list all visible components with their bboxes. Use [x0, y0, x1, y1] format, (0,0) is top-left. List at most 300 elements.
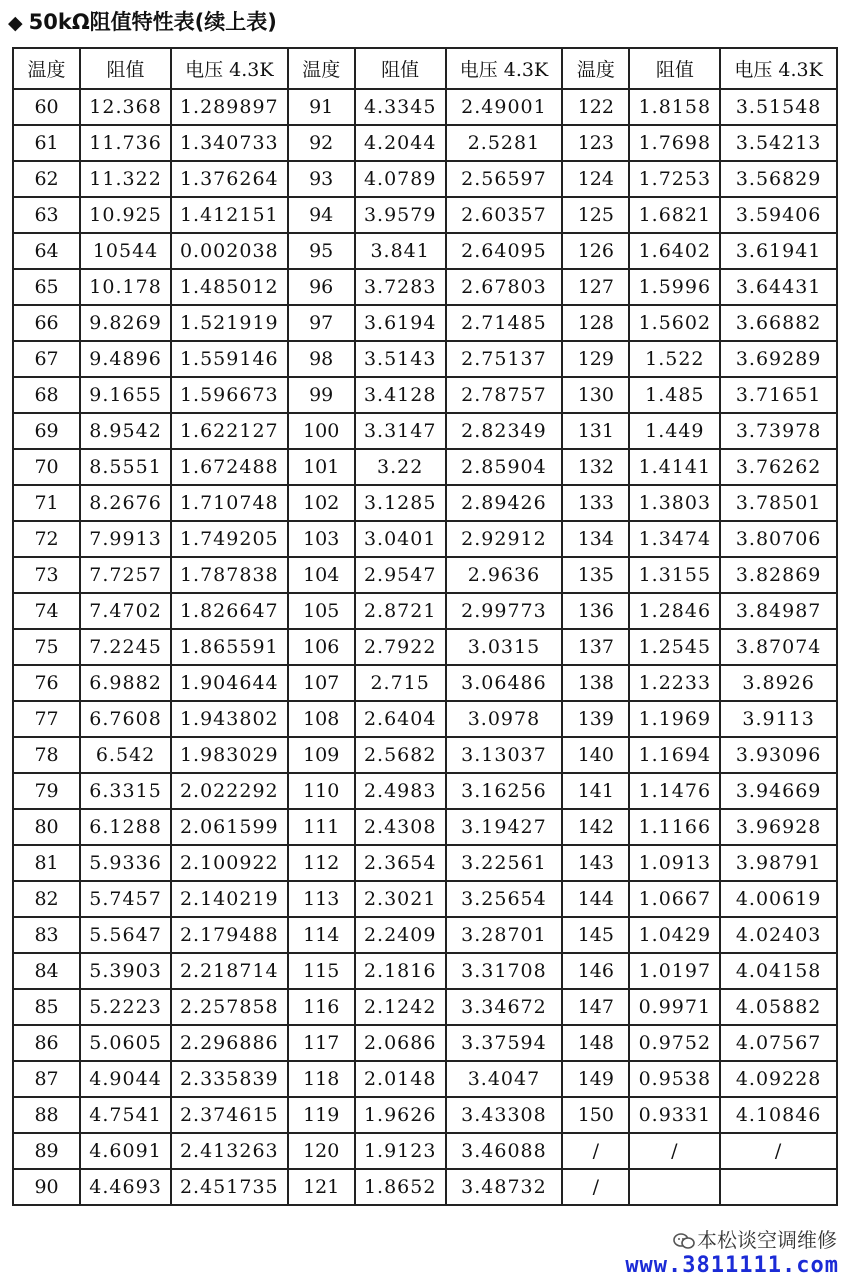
table-cell: 2.75137: [446, 341, 563, 377]
table-row: [13, 269, 837, 305]
column-header: 电压 4.3K: [720, 48, 837, 89]
table-cell: 5.9336: [80, 845, 171, 881]
table-cell: 1.7698: [629, 125, 720, 161]
table-cell: 78: [13, 737, 80, 773]
table-cell: 3.22: [355, 449, 446, 485]
table-cell: 148: [562, 1025, 629, 1061]
table-cell: /: [562, 1133, 629, 1169]
table-cell: 1.2545: [629, 629, 720, 665]
table-row: [13, 701, 837, 737]
table-cell: 3.19427: [446, 809, 563, 845]
table-cell: 3.8926: [720, 665, 837, 701]
table-cell: 2.92912: [446, 521, 563, 557]
table-cell: 1.289897: [171, 89, 288, 125]
table-cell: 8.2676: [80, 485, 171, 521]
table-cell: 84: [13, 953, 80, 989]
diamond-bullet-icon: ◆: [8, 12, 23, 34]
column-header: 阻值: [355, 48, 446, 89]
table-cell: 61: [13, 125, 80, 161]
wechat-icon: [673, 1232, 695, 1250]
table-row: [13, 881, 837, 917]
table-cell: 9.1655: [80, 377, 171, 413]
table-row: [13, 485, 837, 521]
table-cell: 115: [288, 953, 355, 989]
table-cell: 3.84987: [720, 593, 837, 629]
table-cell: 2.2409: [355, 917, 446, 953]
table-cell: 60: [13, 89, 80, 125]
table-cell: 2.4308: [355, 809, 446, 845]
table-cell: 3.78501: [720, 485, 837, 521]
table-row: [13, 1025, 837, 1061]
table-cell: 4.2044: [355, 125, 446, 161]
table-cell: 74: [13, 593, 80, 629]
table-cell: 0.9971: [629, 989, 720, 1025]
column-header: 温度: [288, 48, 355, 89]
table-cell: 3.37594: [446, 1025, 563, 1061]
table-row: [13, 341, 837, 377]
table-cell: 1.340733: [171, 125, 288, 161]
table-cell: 2.061599: [171, 809, 288, 845]
table-cell: 102: [288, 485, 355, 521]
table-cell: 1.622127: [171, 413, 288, 449]
table-cell: 2.296886: [171, 1025, 288, 1061]
table-row: [13, 1061, 837, 1097]
table-cell: 97: [288, 305, 355, 341]
table-cell: 101: [288, 449, 355, 485]
table-cell: 2.1816: [355, 953, 446, 989]
table-cell: 5.3903: [80, 953, 171, 989]
table-cell: 65: [13, 269, 80, 305]
table-cell: /: [720, 1133, 837, 1169]
table-cell: 3.6194: [355, 305, 446, 341]
table-cell: 3.06486: [446, 665, 563, 701]
table-row: [13, 1169, 837, 1205]
table-row: [13, 773, 837, 809]
table-cell: 121: [288, 1169, 355, 1205]
table-cell: 1.749205: [171, 521, 288, 557]
table-row: [13, 737, 837, 773]
table-row: [13, 161, 837, 197]
table-cell: 146: [562, 953, 629, 989]
table-row: [13, 197, 837, 233]
table-cell: 10544: [80, 233, 171, 269]
table-cell: 0.9331: [629, 1097, 720, 1133]
table-cell: 7.7257: [80, 557, 171, 593]
table-cell: 4.00619: [720, 881, 837, 917]
table-cell: 2.218714: [171, 953, 288, 989]
table-cell: 1.485012: [171, 269, 288, 305]
table-cell: 117: [288, 1025, 355, 1061]
table-cell: 111: [288, 809, 355, 845]
table-cell: 2.179488: [171, 917, 288, 953]
table-cell: 2.451735: [171, 1169, 288, 1205]
table-row: [13, 413, 837, 449]
table-cell: 1.1166: [629, 809, 720, 845]
table-cell: 92: [288, 125, 355, 161]
table-cell: 8.9542: [80, 413, 171, 449]
resistance-table: [12, 47, 838, 1206]
table-cell: 6.7608: [80, 701, 171, 737]
table-cell: 4.07567: [720, 1025, 837, 1061]
table-cell: 75: [13, 629, 80, 665]
table-cell: 1.0197: [629, 953, 720, 989]
table-cell: 105: [288, 593, 355, 629]
table-row: [13, 809, 837, 845]
table-cell: 3.16256: [446, 773, 563, 809]
table-cell: 138: [562, 665, 629, 701]
table-cell: 3.4128: [355, 377, 446, 413]
table-cell: 2.0686: [355, 1025, 446, 1061]
table-cell: 3.5143: [355, 341, 446, 377]
table-cell: 1.983029: [171, 737, 288, 773]
table-cell: 6.1288: [80, 809, 171, 845]
table-cell: 8.5551: [80, 449, 171, 485]
table-cell: 3.4047: [446, 1061, 563, 1097]
table-cell: 94: [288, 197, 355, 233]
table-cell: /: [562, 1169, 629, 1205]
table-row: [13, 953, 837, 989]
table-cell: 3.9113: [720, 701, 837, 737]
table-body: [13, 89, 837, 1205]
table-cell: 76: [13, 665, 80, 701]
table-cell: 90: [13, 1169, 80, 1205]
table-cell: 88: [13, 1097, 80, 1133]
table-cell: 66: [13, 305, 80, 341]
table-cell: 11.322: [80, 161, 171, 197]
table-cell: 143: [562, 845, 629, 881]
table-cell: 7.2245: [80, 629, 171, 665]
table-cell: 3.0315: [446, 629, 563, 665]
table-cell: 2.413263: [171, 1133, 288, 1169]
table-cell: 1.1969: [629, 701, 720, 737]
table-cell: 63: [13, 197, 80, 233]
table-cell: 1.826647: [171, 593, 288, 629]
table-cell: 70: [13, 449, 80, 485]
table-cell: 3.54213: [720, 125, 837, 161]
table-cell: 98: [288, 341, 355, 377]
table-cell: 1.8158: [629, 89, 720, 125]
table-cell: 150: [562, 1097, 629, 1133]
table-cell: 1.376264: [171, 161, 288, 197]
table-cell: 86: [13, 1025, 80, 1061]
table-cell: 127: [562, 269, 629, 305]
page-title: [8, 6, 277, 38]
table-cell: 4.02403: [720, 917, 837, 953]
table-row: [13, 377, 837, 413]
table-cell: 2.85904: [446, 449, 563, 485]
table-cell: 62: [13, 161, 80, 197]
table-cell: 126: [562, 233, 629, 269]
table-cell: 135: [562, 557, 629, 593]
table-cell: 3.98791: [720, 845, 837, 881]
table-cell: 144: [562, 881, 629, 917]
table-cell: 1.7253: [629, 161, 720, 197]
table-row: [13, 989, 837, 1025]
table-cell: 89: [13, 1133, 80, 1169]
table-cell: 1.0913: [629, 845, 720, 881]
table-cell: 83: [13, 917, 80, 953]
table-cell: 1.1476: [629, 773, 720, 809]
table-cell: 69: [13, 413, 80, 449]
table-cell: 3.82869: [720, 557, 837, 593]
table-cell: 149: [562, 1061, 629, 1097]
table-row: [13, 845, 837, 881]
table-cell: 3.59406: [720, 197, 837, 233]
table-row: [13, 449, 837, 485]
table-cell: 3.80706: [720, 521, 837, 557]
table-cell: 3.87074: [720, 629, 837, 665]
table-cell: 116: [288, 989, 355, 1025]
table-cell: 142: [562, 809, 629, 845]
table-cell: 3.25654: [446, 881, 563, 917]
table-cell: 1.904644: [171, 665, 288, 701]
table-cell: 9.8269: [80, 305, 171, 341]
table-cell: 1.0667: [629, 881, 720, 917]
table-row: [13, 125, 837, 161]
table-cell: 113: [288, 881, 355, 917]
table-cell: 93: [288, 161, 355, 197]
table-cell: 1.943802: [171, 701, 288, 737]
table-cell: 2.5281: [446, 125, 563, 161]
table-cell: 1.710748: [171, 485, 288, 521]
table-row: [13, 629, 837, 665]
table-cell: 3.56829: [720, 161, 837, 197]
table-cell: 3.73978: [720, 413, 837, 449]
table-row: [13, 89, 837, 125]
table-cell: 2.0148: [355, 1061, 446, 1097]
table-cell: 7.9913: [80, 521, 171, 557]
table-cell: 2.49001: [446, 89, 563, 125]
table-cell: 4.9044: [80, 1061, 171, 1097]
table-cell: 9.4896: [80, 341, 171, 377]
table-cell: 120: [288, 1133, 355, 1169]
table-cell: 3.46088: [446, 1133, 563, 1169]
table-cell: 119: [288, 1097, 355, 1133]
table-cell: 139: [562, 701, 629, 737]
table-row: [13, 665, 837, 701]
table-cell: 3.0978: [446, 701, 563, 737]
table-cell: 0.9752: [629, 1025, 720, 1061]
table-cell: 2.5682: [355, 737, 446, 773]
table-cell: 1.412151: [171, 197, 288, 233]
table-cell: 4.3345: [355, 89, 446, 125]
watermark: [671, 1227, 839, 1253]
table-cell: 1.787838: [171, 557, 288, 593]
column-header: 温度: [13, 48, 80, 89]
table-cell: 108: [288, 701, 355, 737]
table-cell: 72: [13, 521, 80, 557]
column-header: 电压 4.3K: [171, 48, 288, 89]
table-row: [13, 233, 837, 269]
table-cell: 3.71651: [720, 377, 837, 413]
table-cell: 96: [288, 269, 355, 305]
table-cell: 3.66882: [720, 305, 837, 341]
table-cell: 3.7283: [355, 269, 446, 305]
table-cell: 2.022292: [171, 773, 288, 809]
table-cell: 1.449: [629, 413, 720, 449]
table-row: [13, 521, 837, 557]
table-cell: 1.9123: [355, 1133, 446, 1169]
table-cell: 1.0429: [629, 917, 720, 953]
table-cell: 3.48732: [446, 1169, 563, 1205]
table-cell: 11.736: [80, 125, 171, 161]
table-cell: 3.64431: [720, 269, 837, 305]
table-cell: 112: [288, 845, 355, 881]
table-cell: 132: [562, 449, 629, 485]
table-cell: 130: [562, 377, 629, 413]
table-cell: 1.1694: [629, 737, 720, 773]
table-cell: 2.99773: [446, 593, 563, 629]
table-cell: 1.5996: [629, 269, 720, 305]
table-cell: 82: [13, 881, 80, 917]
table-cell: 2.9547: [355, 557, 446, 593]
table-cell: 2.374615: [171, 1097, 288, 1133]
table-cell: 3.1285: [355, 485, 446, 521]
page-title-text: 50kΩ阻值特性表(续上表): [28, 10, 277, 34]
table-row: [13, 1097, 837, 1133]
table-cell: 3.22561: [446, 845, 563, 881]
table-cell: 5.2223: [80, 989, 171, 1025]
table-cell: 87: [13, 1061, 80, 1097]
table-cell: 6.3315: [80, 773, 171, 809]
table-cell: 128: [562, 305, 629, 341]
table-cell: 123: [562, 125, 629, 161]
table-cell: 1.5602: [629, 305, 720, 341]
table-cell: 1.672488: [171, 449, 288, 485]
table-cell: 2.60357: [446, 197, 563, 233]
table-cell: 1.2846: [629, 593, 720, 629]
table-cell: 125: [562, 197, 629, 233]
table-cell: 81: [13, 845, 80, 881]
table-cell: 6.542: [80, 737, 171, 773]
table-header-row: [13, 48, 837, 89]
table-cell: 3.51548: [720, 89, 837, 125]
table-cell: 3.96928: [720, 809, 837, 845]
table-cell: 134: [562, 521, 629, 557]
table-cell: 107: [288, 665, 355, 701]
table-cell: 1.6402: [629, 233, 720, 269]
table-cell: 2.715: [355, 665, 446, 701]
table-cell: 122: [562, 89, 629, 125]
table-cell: 4.05882: [720, 989, 837, 1025]
table-cell: 145: [562, 917, 629, 953]
table-cell: 10.178: [80, 269, 171, 305]
table-cell: 68: [13, 377, 80, 413]
table-cell: 3.9579: [355, 197, 446, 233]
table-cell: 4.4693: [80, 1169, 171, 1205]
table-cell: 1.522: [629, 341, 720, 377]
table-cell: 2.4983: [355, 773, 446, 809]
table-cell: 2.82349: [446, 413, 563, 449]
table-cell: 5.5647: [80, 917, 171, 953]
table-cell: 3.841: [355, 233, 446, 269]
table-cell: 6.9882: [80, 665, 171, 701]
table-cell: 95: [288, 233, 355, 269]
table-cell: 3.76262: [720, 449, 837, 485]
table-cell: 4.6091: [80, 1133, 171, 1169]
table-cell: 2.7922: [355, 629, 446, 665]
table-cell: 1.596673: [171, 377, 288, 413]
table-cell: 67: [13, 341, 80, 377]
table-cell: 118: [288, 1061, 355, 1097]
column-header: 阻值: [629, 48, 720, 89]
table-cell: 137: [562, 629, 629, 665]
table-cell: 3.61941: [720, 233, 837, 269]
table-cell: 77: [13, 701, 80, 737]
watermark-text: 本松谈空调维修: [697, 1228, 837, 1252]
table-cell: 1.4141: [629, 449, 720, 485]
table-cell: 4.0789: [355, 161, 446, 197]
table-cell: 1.9626: [355, 1097, 446, 1133]
table-cell: [629, 1169, 720, 1205]
table-cell: 99: [288, 377, 355, 413]
table-cell: 80: [13, 809, 80, 845]
table-cell: 4.04158: [720, 953, 837, 989]
table-cell: 64: [13, 233, 80, 269]
table-cell: 3.94669: [720, 773, 837, 809]
table-cell: 3.43308: [446, 1097, 563, 1133]
table-cell: 2.6404: [355, 701, 446, 737]
table-cell: [720, 1169, 837, 1205]
table-row: [13, 917, 837, 953]
table-cell: 79: [13, 773, 80, 809]
table-cell: 5.7457: [80, 881, 171, 917]
table-cell: /: [629, 1133, 720, 1169]
table-cell: 147: [562, 989, 629, 1025]
table-cell: 2.71485: [446, 305, 563, 341]
table-cell: 2.9636: [446, 557, 563, 593]
table-cell: 5.0605: [80, 1025, 171, 1061]
table-cell: 3.0401: [355, 521, 446, 557]
table-cell: 0.002038: [171, 233, 288, 269]
table-cell: 2.3654: [355, 845, 446, 881]
table-cell: 1.3474: [629, 521, 720, 557]
table-cell: 3.13037: [446, 737, 563, 773]
table-cell: 2.3021: [355, 881, 446, 917]
table-cell: 103: [288, 521, 355, 557]
table-cell: 3.3147: [355, 413, 446, 449]
table-cell: 2.56597: [446, 161, 563, 197]
table-cell: 133: [562, 485, 629, 521]
table-cell: 1.865591: [171, 629, 288, 665]
table-cell: 131: [562, 413, 629, 449]
table-cell: 2.257858: [171, 989, 288, 1025]
table-cell: 114: [288, 917, 355, 953]
table-cell: 1.559146: [171, 341, 288, 377]
table-cell: 1.485: [629, 377, 720, 413]
table-row: [13, 305, 837, 341]
table-cell: 2.335839: [171, 1061, 288, 1097]
column-header: 阻值: [80, 48, 171, 89]
table-cell: 104: [288, 557, 355, 593]
table-cell: 2.140219: [171, 881, 288, 917]
table-row: [13, 557, 837, 593]
table-cell: 71: [13, 485, 80, 521]
table-cell: 10.925: [80, 197, 171, 233]
table-cell: 4.09228: [720, 1061, 837, 1097]
table-cell: 1.3803: [629, 485, 720, 521]
table-cell: 140: [562, 737, 629, 773]
table-cell: 2.67803: [446, 269, 563, 305]
table-cell: 3.93096: [720, 737, 837, 773]
table-row: [13, 1133, 837, 1169]
table-cell: 136: [562, 593, 629, 629]
site-url: www.3811111.com: [625, 1253, 839, 1278]
table-cell: 2.78757: [446, 377, 563, 413]
table-cell: 1.2233: [629, 665, 720, 701]
column-header: 电压 4.3K: [446, 48, 563, 89]
table-cell: 4.7541: [80, 1097, 171, 1133]
